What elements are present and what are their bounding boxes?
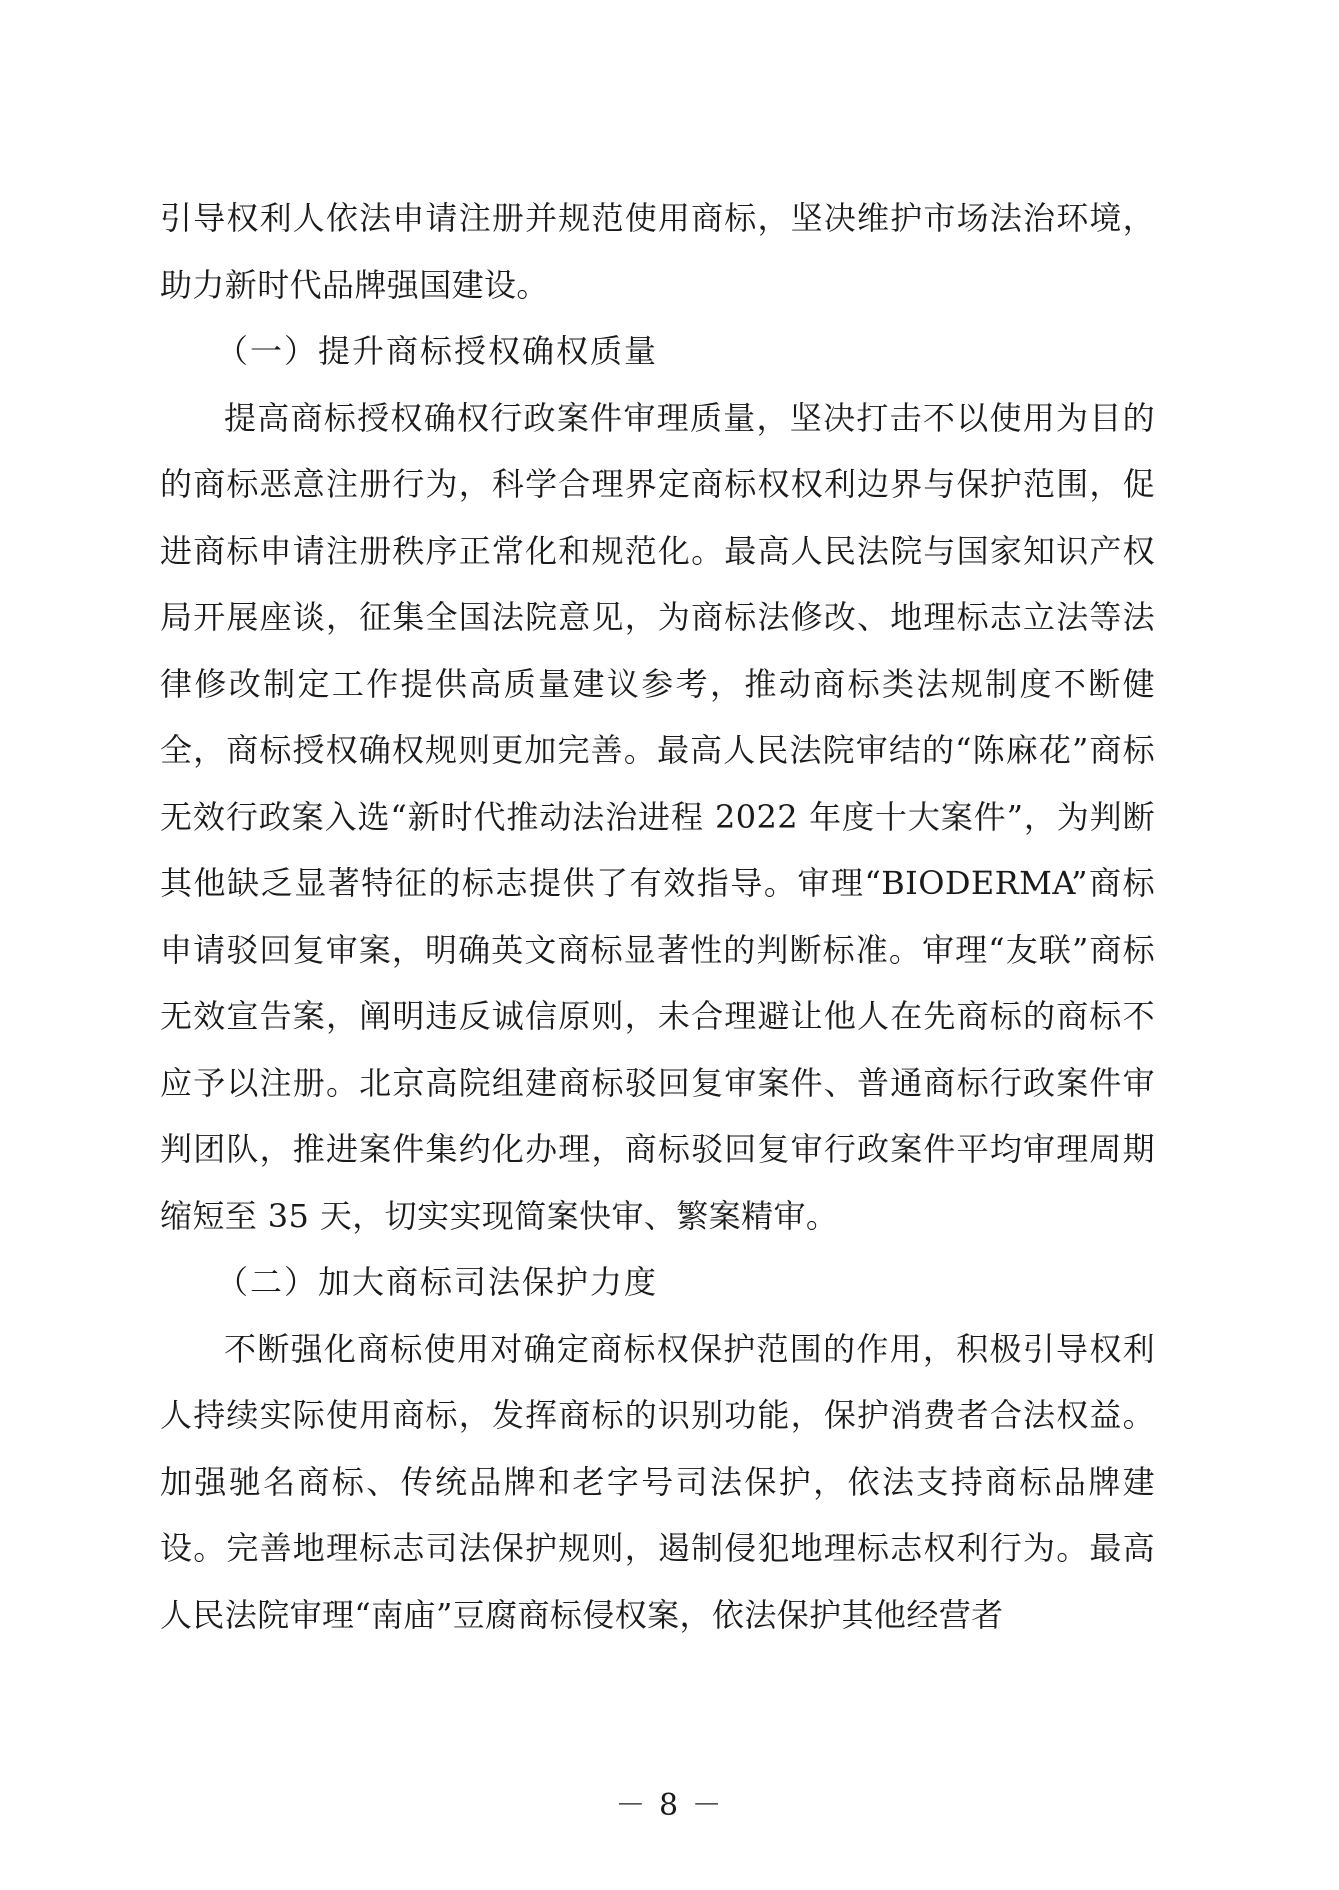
paragraph-section-1: 提高商标授权确权行政案件审理质量，坚决打击不以使用为目的的商标恶意注册行为，科学合理界定商标权权利边界与保护范围，促进商标申请注册秩序正常化和规范化。最高人民法院与国家知识产权局开展座谈，征集全国法院意见，为商标法修改、地理标志立法等法律修改制定工作提供高质量建议参考，推动商标类法规制度不断健全，商标授权确权规则更加完善。最高人民法院审结的“陈麻花”商标无效行政案入选“新时代推动法治进程 2022 年度十大案件”，为判断其他缺乏显著特征的标志提供了有效指导。审理“BIODERMA”商标申请驳回复审案，明确英文商标显著性的判断标准。审理“友联”商标无效宣告案，阐明违反诚信原则，未合理避让他人在先商标的商标不应予以注册。北京高院组建商标驳回复审案件、普通商标行政案件审判团队，推进案件集约化办理，商标驳回复审行政案件平均审理周期缩短至 35 天，切实实现简案快审、繁案精审。 — [160, 398, 1155, 1235]
paragraph-section-2: 不断强化商标使用对确定商标权保护范围的作用，积极引导权利人持续实际使用商标，发挥商标的识别功能，保护消费者合法权益。加强驰名商标、传统品牌和老字号司法保护，依法支持商标品牌建设。完善地理标志司法保护规则，遏制侵犯地理标志权利行为。最高人民法院审理“南庙”豆腐商标侵权案，依法保护其他经营者 — [160, 1329, 1155, 1634]
section-heading-2: （二）加大商标司法保护力度 — [216, 1263, 659, 1301]
page-number: － 8 － — [615, 1788, 724, 1823]
paragraph-continued: 引导权利人依法申请注册并规范使用商标，坚决维护市场法治环境，助力新时代品牌强国建设。 — [160, 199, 1155, 304]
page-body — [160, 185, 1155, 1648]
section-heading-1: （一）提升商标授权确权质量 — [216, 332, 659, 370]
